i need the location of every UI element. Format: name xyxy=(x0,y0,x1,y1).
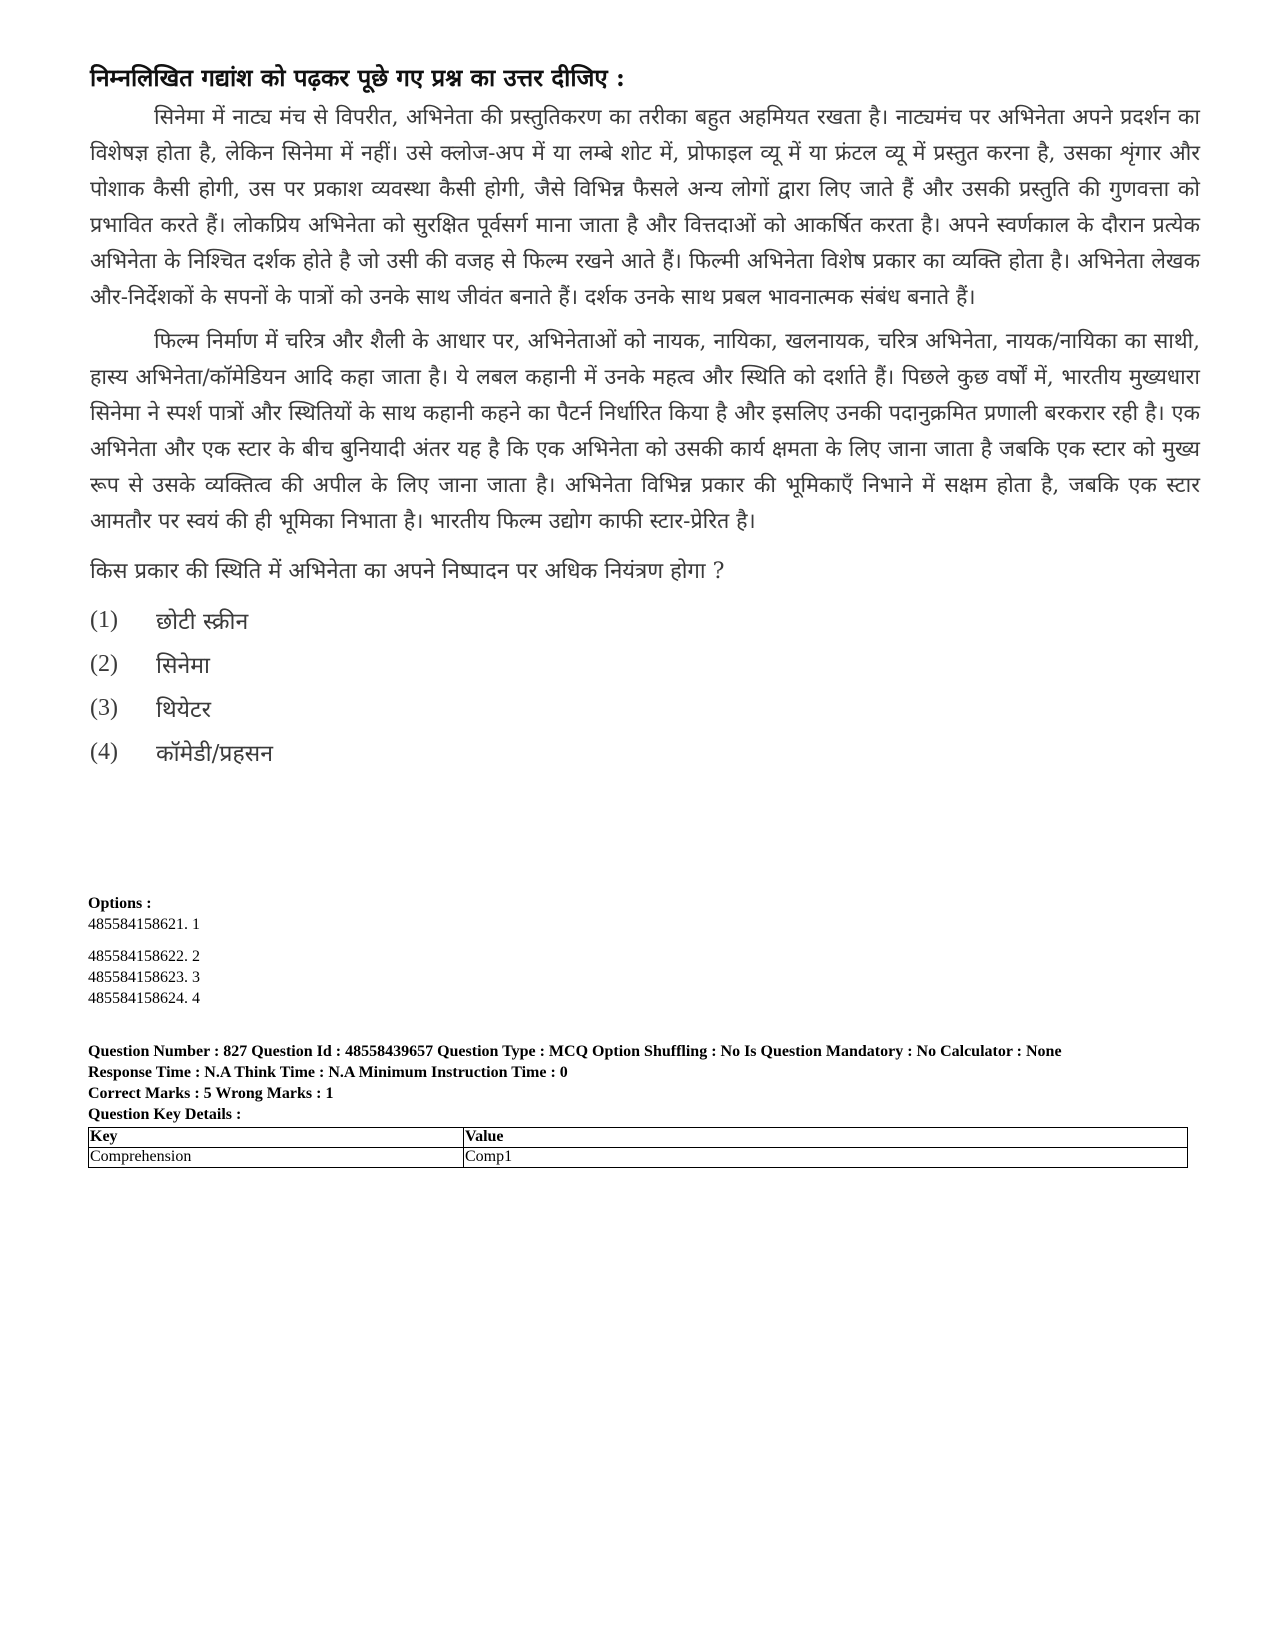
choice-1 xyxy=(90,598,1200,642)
options-label: Options : xyxy=(88,895,152,912)
question-passage xyxy=(90,62,1200,897)
passage-heading: निम्नलिखित गद्यांश को पढ़कर पूछे गए प्रश्न का उत्तर दीजिए : xyxy=(90,63,625,92)
option-id-4: 485584158624. 4 xyxy=(88,990,200,1007)
choice-2 xyxy=(90,642,1200,686)
option-id-3: 485584158623. 3 xyxy=(88,969,200,986)
choice-number: (4) xyxy=(90,738,118,765)
choice-number: (3) xyxy=(90,694,118,721)
choice-text: छोटी स्क्रीन xyxy=(156,609,249,635)
table-row xyxy=(89,1148,1188,1168)
choice-text: सिनेमा xyxy=(156,653,210,679)
table-cell-key: Comprehension xyxy=(89,1148,464,1168)
question-info-line: Question Number : 827 Question Id : 48558439657 Question Type : MCQ Option Shuffling : No Is Question Mandatory : No Calculator : None xyxy=(88,1043,1062,1060)
option-id-2: 485584158622. 2 xyxy=(88,948,200,965)
table-cell-value: Comp1 xyxy=(464,1148,1188,1168)
timing-info-line: Response Time : N.A Think Time : N.A Minimum Instruction Time : 0 xyxy=(88,1064,568,1081)
table-header-value: Value xyxy=(464,1128,1188,1148)
passage-paragraph-1: सिनेमा में नाट्य मंच से विपरीत, अभिनेता की प्रस्तुतिकरण का तरीका बहुत अहमियत रखता है। नाट्यमंच पर अभिनेता अपने प्रदर्शन का विशेषज्ञ होता है, लेकिन सिनेमा में नहीं। उसे क्लोज-अप में या लम्बे शोट में, प्रोफाइल व्यू में या फ्रंटल व्यू में प्रस्तुत करना है, उसका शृंगार और पोशाक कैसी होगी, उस पर प्रकाश व्यवस्था कैसी होगी, जैसे विभिन्न फैसले अन्य लोगों द्वारा लिए जाते हैं और उसकी प्रस्तुति की गुणवत्ता को प्रभावित करते हैं। लोकप्रिय अभिनेता को सुरक्षित पूर्वसर्ग माना जाता है और वित्तदाओं को आकर्षित करता है। अपने स्वर्णकाल के दौरान प्रत्येक अभिनेता के निश्चित दर्शक होते है जो उसी की वजह से फिल्म रखने आते हैं। फिल्मी अभिनेता विशेष प्रकार का व्यक्ति होता है। अभिनेता लेखक और-निर्देशकों के सपनों के पात्रों को उनके साथ जीवंत बनाते हैं। दर्शक उनके साथ प्रबल भावनात्मक संबंध बनाते हैं। xyxy=(90,105,1200,310)
marks-info-line: Correct Marks : 5 Wrong Marks : 1 xyxy=(88,1085,334,1102)
choice-text: थियेटर xyxy=(156,697,211,723)
choice-number: (1) xyxy=(90,606,118,633)
option-id-1: 485584158621. 1 xyxy=(88,916,200,933)
key-details-table xyxy=(88,1127,1188,1168)
choice-number: (2) xyxy=(90,650,118,677)
key-details-label: Question Key Details : xyxy=(88,1106,242,1123)
choice-3 xyxy=(90,686,1200,730)
passage-paragraph-2: फिल्म निर्माण में चरित्र और शैली के आधार पर, अभिनेताओं को नायक, नायिका, खलनायक, चरित्र अभिनेता, नायक/नायिका का साथी, हास्य अभिनेता/कॉमेडियन आदि कहा जाता है। ये लबल कहानी में उनके महत्व और स्थिति को दर्शाते हैं। पिछले कुछ वर्षों में, भारतीय मुख्यधारा सिनेमा ने स्पर्श पात्रों और स्थितियों के साथ कहानी कहने का पैटर्न निर्धारित किया है और इसलिए उनकी पदानुक्रमित प्रणाली बरकरार रही है। एक अभिनेता और एक स्टार के बीच बुनियादी अंतर यह है कि एक अभिनेता को उसकी कार्य क्षमता के लिए जाना जाता है जबकि एक स्टार को मुख्य रूप से उसके व्यक्तित्व की अपील के लिए जाना जाता है। अभिनेता विभिन्न प्रकार की भूमिकाएँ निभाने में सक्षम होता है, जबकि एक स्टार आमतौर पर स्वयं की ही भूमिका निभाता है। भारतीय फिल्म उद्योग काफी स्टार-प्रेरित है। xyxy=(90,329,1200,534)
question-metadata xyxy=(88,893,1198,1168)
choice-text: कॉमेडी/प्रहसन xyxy=(156,741,273,767)
table-header-key: Key xyxy=(89,1128,464,1148)
choice-4 xyxy=(90,730,1200,774)
question-text: किस प्रकार की स्थिति में अभिनेता का अपने निष्पादन पर अधिक नियंत्रण होगा ? xyxy=(90,559,725,584)
table-header-row xyxy=(89,1128,1188,1148)
